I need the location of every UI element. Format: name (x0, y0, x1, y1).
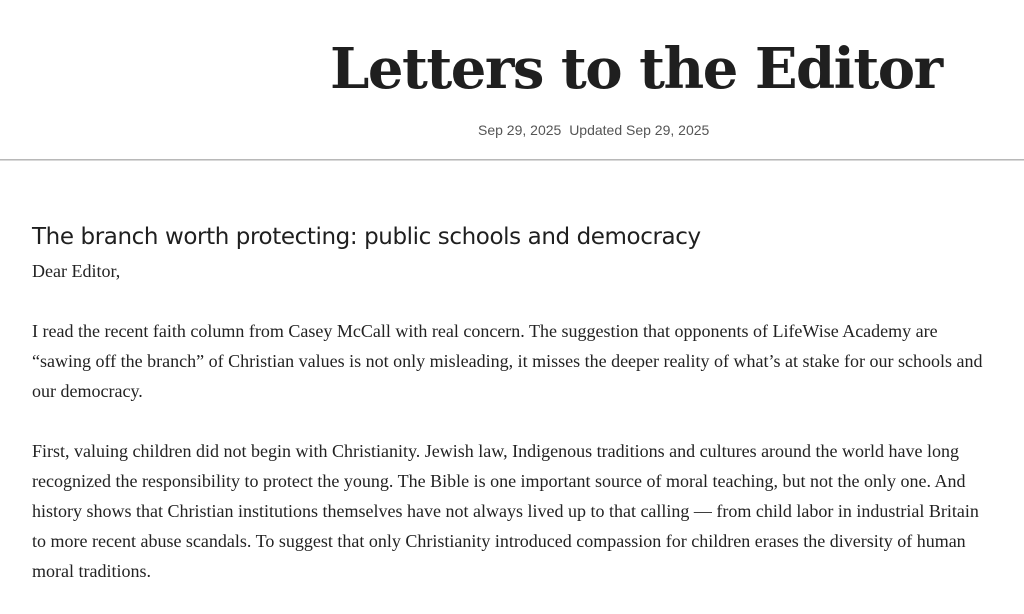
body-paragraph: First, valuing children did not begin with Christianity. Jewish law, Indigenous traditions and cultures around the world have long recognized the responsibility to protect the young. The Bible is one important source of moral teaching, but not the only one. And history shows that Christian institutions themselves have not always lived up to that calling — from child labor in industrial Britain to more recent abuse scandals. To suggest that only Christianity introduced compassion for children erases the diversity of human moral traditions. (32, 441, 979, 581)
page-header (0, 0, 1024, 160)
body-paragraph: I read the recent faith column from Casey McCall with real concern. The suggestion that opponents of LifeWise Academy are “sawing off the branch” of Christian values is not only misleading, it misses the deeper reality of what’s at stake for our schools and our democracy. (32, 321, 983, 401)
article-headline: The branch worth protecting: public schools and democracy (32, 224, 701, 250)
page-title: Letters to the Editor (330, 36, 942, 102)
dateline (478, 121, 709, 139)
salutation: Dear Editor, (32, 261, 121, 281)
header-divider (0, 159, 1024, 161)
letter-article (32, 220, 992, 586)
updated-date: Updated Sep 29, 2025 (569, 122, 710, 138)
published-date: Sep 29, 2025 (478, 122, 562, 138)
